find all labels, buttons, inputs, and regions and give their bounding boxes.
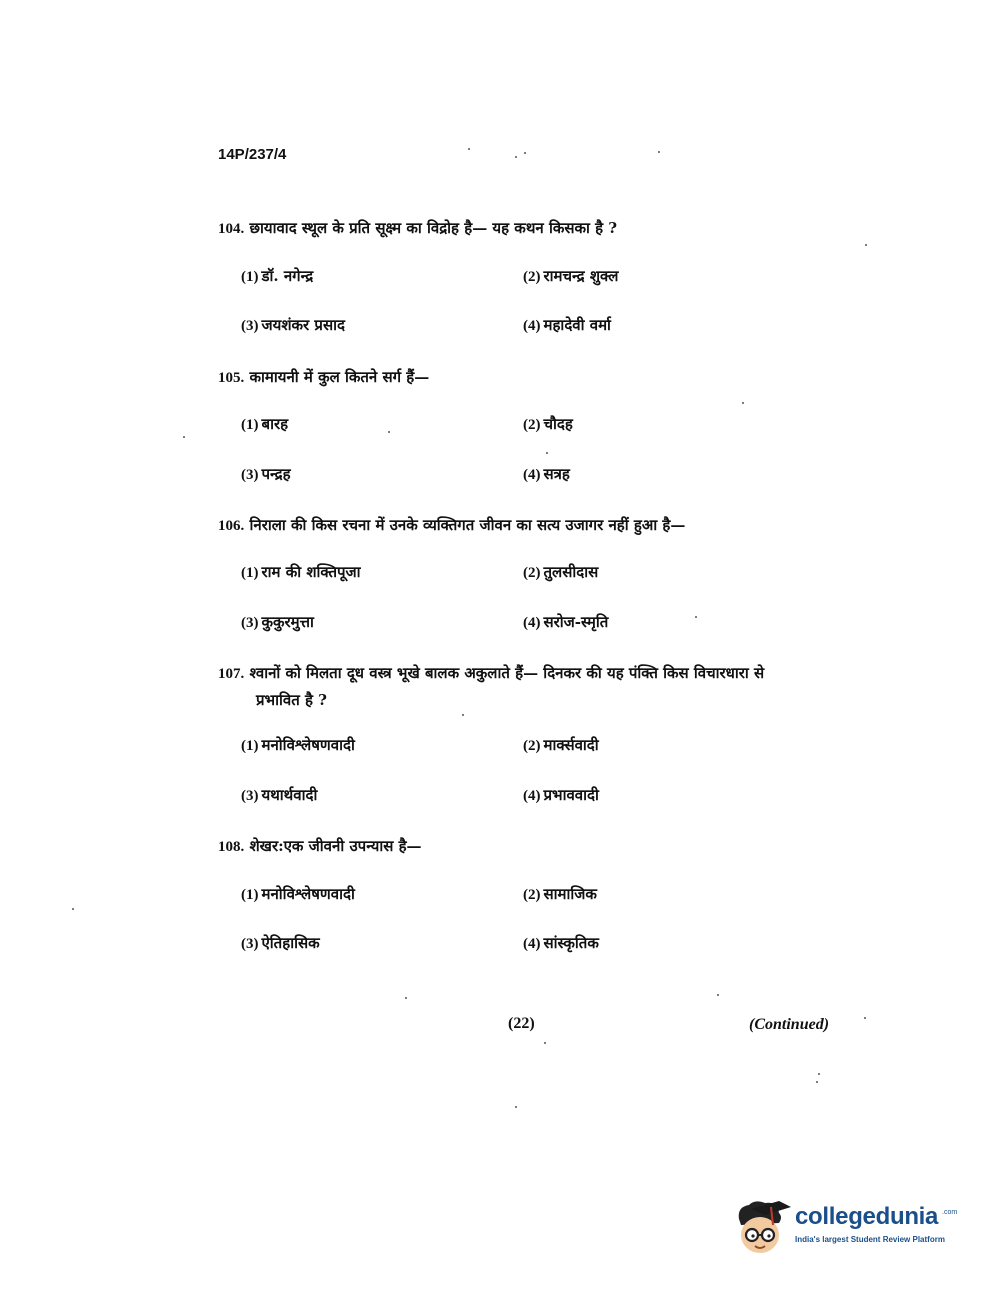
option-number: (2)	[523, 738, 541, 754]
option-108-1	[241, 884, 355, 904]
scan-speck	[515, 156, 517, 158]
option-number: (2)	[523, 269, 541, 285]
option-text: तुलसीदास	[543, 563, 599, 581]
option-text: रामचन्द्र शुक्ल	[543, 267, 619, 285]
collegedunia-logo	[733, 1197, 963, 1257]
question-text: निराला की किस रचना में उनके व्यक्तिगत जीवन का सत्य उजागर नहीं हुआ है—	[249, 516, 686, 534]
option-text: महादेवी वर्मा	[543, 316, 611, 334]
brand-name: collegedunia	[795, 1203, 939, 1230]
option-105-4	[523, 464, 570, 484]
scan-speck	[405, 997, 407, 999]
question-number: 105.	[218, 370, 245, 386]
option-108-4	[523, 933, 599, 953]
option-105-1	[241, 414, 288, 434]
option-107-3	[241, 785, 317, 805]
scan-speck	[818, 1073, 820, 1075]
option-number: (1)	[241, 269, 259, 285]
option-text: मार्क्सवादी	[543, 736, 599, 754]
question-107	[218, 660, 838, 713]
scan-speck	[468, 148, 470, 150]
question-text: श्वानों को मिलता दूध वस्त्र भूखे बालक अकुलाते हैं— दिनकर की यह पंक्ति किस विचारधारा से	[249, 664, 765, 682]
option-104-3	[241, 315, 345, 335]
option-text: सांस्कृतिक	[543, 934, 599, 952]
scan-speck	[742, 402, 744, 404]
option-104-1	[241, 266, 313, 286]
option-number: (1)	[241, 565, 259, 581]
question-104	[218, 215, 838, 242]
question-text: छायावाद स्थूल के प्रति सूक्ष्म का विद्रोह है— यह कथन किसका है ?	[249, 219, 618, 237]
question-text: शेखर:एक जीवनी उपन्यास है—	[249, 837, 422, 855]
option-text: सामाजिक	[543, 885, 597, 903]
option-number: (1)	[241, 738, 259, 754]
option-number: (4)	[523, 318, 541, 334]
option-106-4	[523, 612, 608, 632]
option-number: (3)	[241, 318, 259, 334]
scan-speck	[865, 244, 867, 246]
option-text: चौदह	[543, 415, 573, 433]
scan-speck	[72, 908, 74, 910]
option-number: (2)	[523, 887, 541, 903]
option-107-2	[523, 735, 599, 755]
brand-suffix: .com	[942, 1209, 958, 1216]
option-text: जयशंकर प्रसाद	[261, 316, 345, 334]
option-number: (3)	[241, 788, 259, 804]
question-text: कामायनी में कुल कितने सर्ग हैं—	[249, 368, 430, 386]
question-number: 104.	[218, 221, 245, 237]
scan-speck	[658, 151, 660, 153]
option-107-1	[241, 735, 355, 755]
option-text: पन्द्रह	[261, 465, 291, 483]
continued-label: (Continued)	[749, 1016, 830, 1033]
option-number: (2)	[523, 417, 541, 433]
question-106	[218, 512, 838, 539]
option-text: राम की शक्तिपूजा	[261, 563, 361, 581]
option-105-3	[241, 464, 291, 484]
option-number: (3)	[241, 936, 259, 952]
option-105-2	[523, 414, 573, 434]
brand-tagline: India's largest Student Review Platform	[795, 1235, 945, 1244]
option-text: डॉ. नगेन्द्र	[261, 267, 314, 285]
question-number: 108.	[218, 839, 245, 855]
option-number: (4)	[523, 936, 541, 952]
option-104-2	[523, 266, 618, 286]
option-106-2	[523, 562, 598, 582]
scan-speck	[717, 994, 719, 996]
option-number: (4)	[523, 788, 541, 804]
option-number: (1)	[241, 887, 259, 903]
option-106-3	[241, 612, 314, 632]
mascot-icon	[733, 1197, 793, 1257]
page-number: (22)	[508, 1015, 535, 1032]
option-106-1	[241, 562, 361, 582]
scan-speck	[864, 1017, 866, 1019]
option-number: (1)	[241, 417, 259, 433]
scan-speck	[544, 1042, 546, 1044]
option-number: (4)	[523, 467, 541, 483]
scan-speck	[462, 714, 464, 716]
option-number: (3)	[241, 467, 259, 483]
question-number: 107.	[218, 666, 245, 682]
question-108	[218, 833, 838, 860]
question-105	[218, 364, 838, 391]
scan-speck	[515, 1106, 517, 1108]
option-text: सत्रह	[543, 465, 570, 483]
question-number: 106.	[218, 518, 245, 534]
scan-speck	[695, 616, 697, 618]
option-text: ऐतिहासिक	[261, 934, 320, 952]
option-number: (2)	[523, 565, 541, 581]
option-number: (4)	[523, 615, 541, 631]
scan-speck	[524, 152, 526, 154]
option-text: प्रभाववादी	[543, 786, 599, 804]
option-text: मनोविश्लेषणवादी	[261, 885, 355, 903]
scan-speck	[388, 431, 390, 433]
option-text: मनोविश्लेषणवादी	[261, 736, 355, 754]
option-number: (3)	[241, 615, 259, 631]
scan-speck	[183, 436, 185, 438]
option-108-3	[241, 933, 320, 953]
option-104-4	[523, 315, 611, 335]
option-text: यथार्थवादी	[261, 786, 318, 804]
scan-speck	[546, 452, 548, 454]
option-text: बारह	[261, 415, 289, 433]
booklet-code: 14P/237/4	[218, 146, 287, 163]
option-text: कुकुरमुत्ता	[261, 613, 314, 631]
option-text: सरोज-स्मृति	[543, 613, 609, 631]
option-107-4	[523, 785, 599, 805]
question-text-continuation: प्रभावित है ?	[256, 691, 327, 709]
scan-speck	[816, 1081, 818, 1083]
option-108-2	[523, 884, 597, 904]
